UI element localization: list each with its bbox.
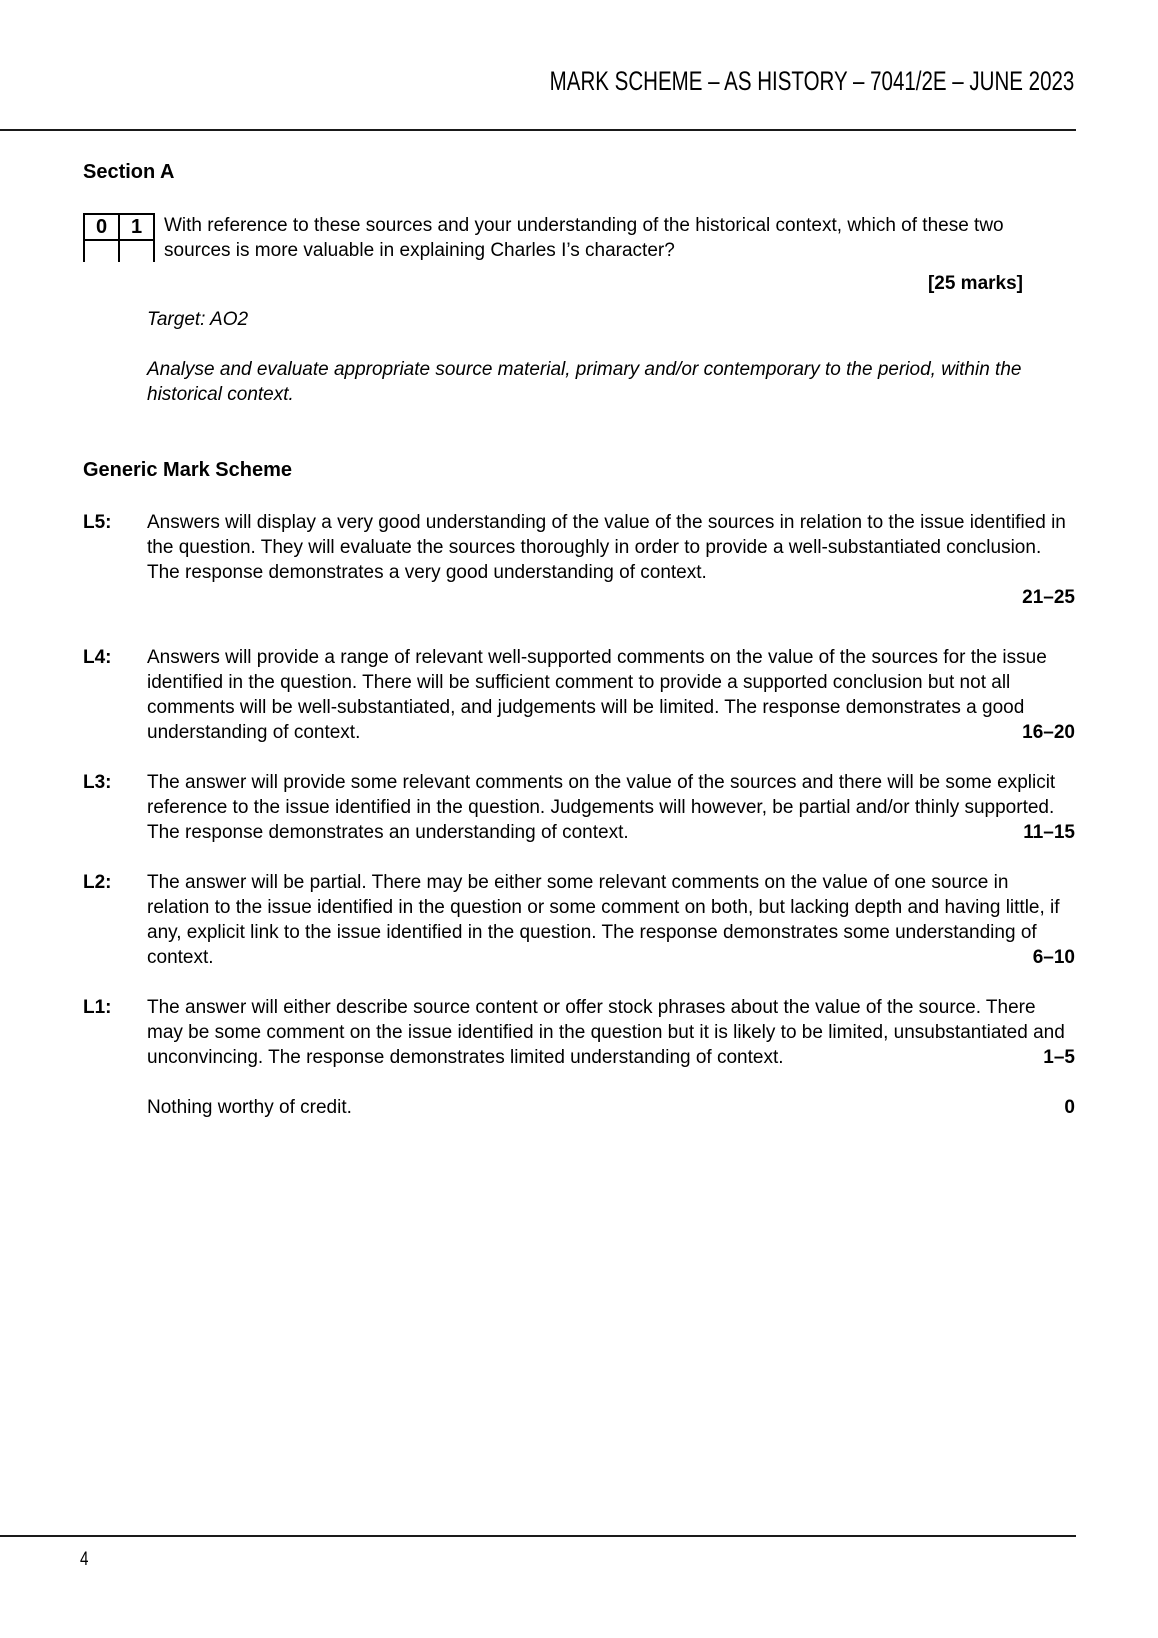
level-marks-range: 6–10	[1032, 947, 1075, 968]
level-row-l4	[83, 645, 1075, 745]
no-credit-text: Nothing worthy of credit.	[147, 1097, 352, 1118]
question-number-box	[83, 213, 155, 263]
level-label: L1:	[83, 997, 112, 1018]
question-text: With reference to these sources and your understanding of the historical context, which of these two sources is more valuable in explaining Charles I’s character?	[164, 215, 1004, 261]
question-row	[83, 213, 1075, 263]
level-marks-range: 16–20	[1022, 722, 1075, 743]
no-credit-row	[83, 1095, 1075, 1120]
level-marks-range: 1–5	[1043, 1047, 1075, 1068]
no-credit-marks: 0	[1064, 1097, 1075, 1118]
level-description: Answers will provide a range of relevant well-supported comments on the value of the sources for the issue identified in the question. There will be sufficient comment to provide a supported conclusion but not all comments will be well-substantiated, and judgements will be limited. The response demonstrates a good understanding of context.	[147, 647, 1047, 743]
level-description: The answer will either describe source content or offer stock phrases about the value of the source. There may be some comment on the issue identified in the question but it is likely to be limited, unsubstantiated and unconvincing. The response demonstrates limited understanding of context.	[147, 997, 1065, 1068]
target-label: Target: AO2	[147, 309, 249, 330]
question-digit-cell: 0	[83, 213, 120, 241]
level-marks-range: 11–15	[1023, 822, 1075, 843]
question-digit-cell: 1	[120, 213, 155, 241]
level-label: L3:	[83, 772, 112, 793]
generic-mark-scheme-heading: Generic Mark Scheme	[83, 459, 292, 481]
level-label: L5:	[83, 512, 112, 533]
level-marks-range: 21–25	[1022, 587, 1075, 608]
question-marks: [25 marks]	[927, 273, 1023, 294]
page-number: 4	[80, 1549, 89, 1570]
level-row-l5	[83, 510, 1075, 610]
level-description: The answer will provide some relevant comments on the value of the sources and there will be some explicit reference to the issue identified in the question. Judgements will however, be partial and/or thinly supported. The response demonstrates an understanding of context.	[147, 772, 1056, 843]
header-divider-line	[0, 129, 1076, 131]
level-row-l1	[83, 995, 1075, 1070]
mark-scheme-levels	[83, 510, 1075, 1120]
section-heading: Section A	[83, 161, 175, 183]
question-number-cells	[83, 213, 155, 241]
level-row-l2	[83, 870, 1075, 970]
level-label: L2:	[83, 872, 112, 893]
level-description: The answer will be partial. There may be either some relevant comments on the value of one source in relation to the issue identified in the question or some comment on both, but lacking depth and having little, if any, explicit link to the issue identified in the question. The response demonstrates some understanding of context.	[147, 872, 1060, 968]
footer-divider-line	[0, 1535, 1076, 1537]
page-content	[83, 161, 1075, 1145]
level-description: Answers will display a very good understanding of the value of the sources in relation to the issue identified in the question. They will evaluate the sources thoroughly in order to provide a well-substantiated conclusion. The response demonstrates a very good understanding of context.	[147, 512, 1066, 583]
level-row-l3	[83, 770, 1075, 845]
question-number-box-tail	[83, 241, 155, 262]
target-description: Analyse and evaluate appropriate source material, primary and/or contemporary to the period, within the historical context.	[147, 359, 1022, 405]
level-label: L4:	[83, 647, 112, 668]
document-header-title: MARK SCHEME – AS HISTORY – 7041/2E – JUNE 2023	[549, 66, 1074, 96]
